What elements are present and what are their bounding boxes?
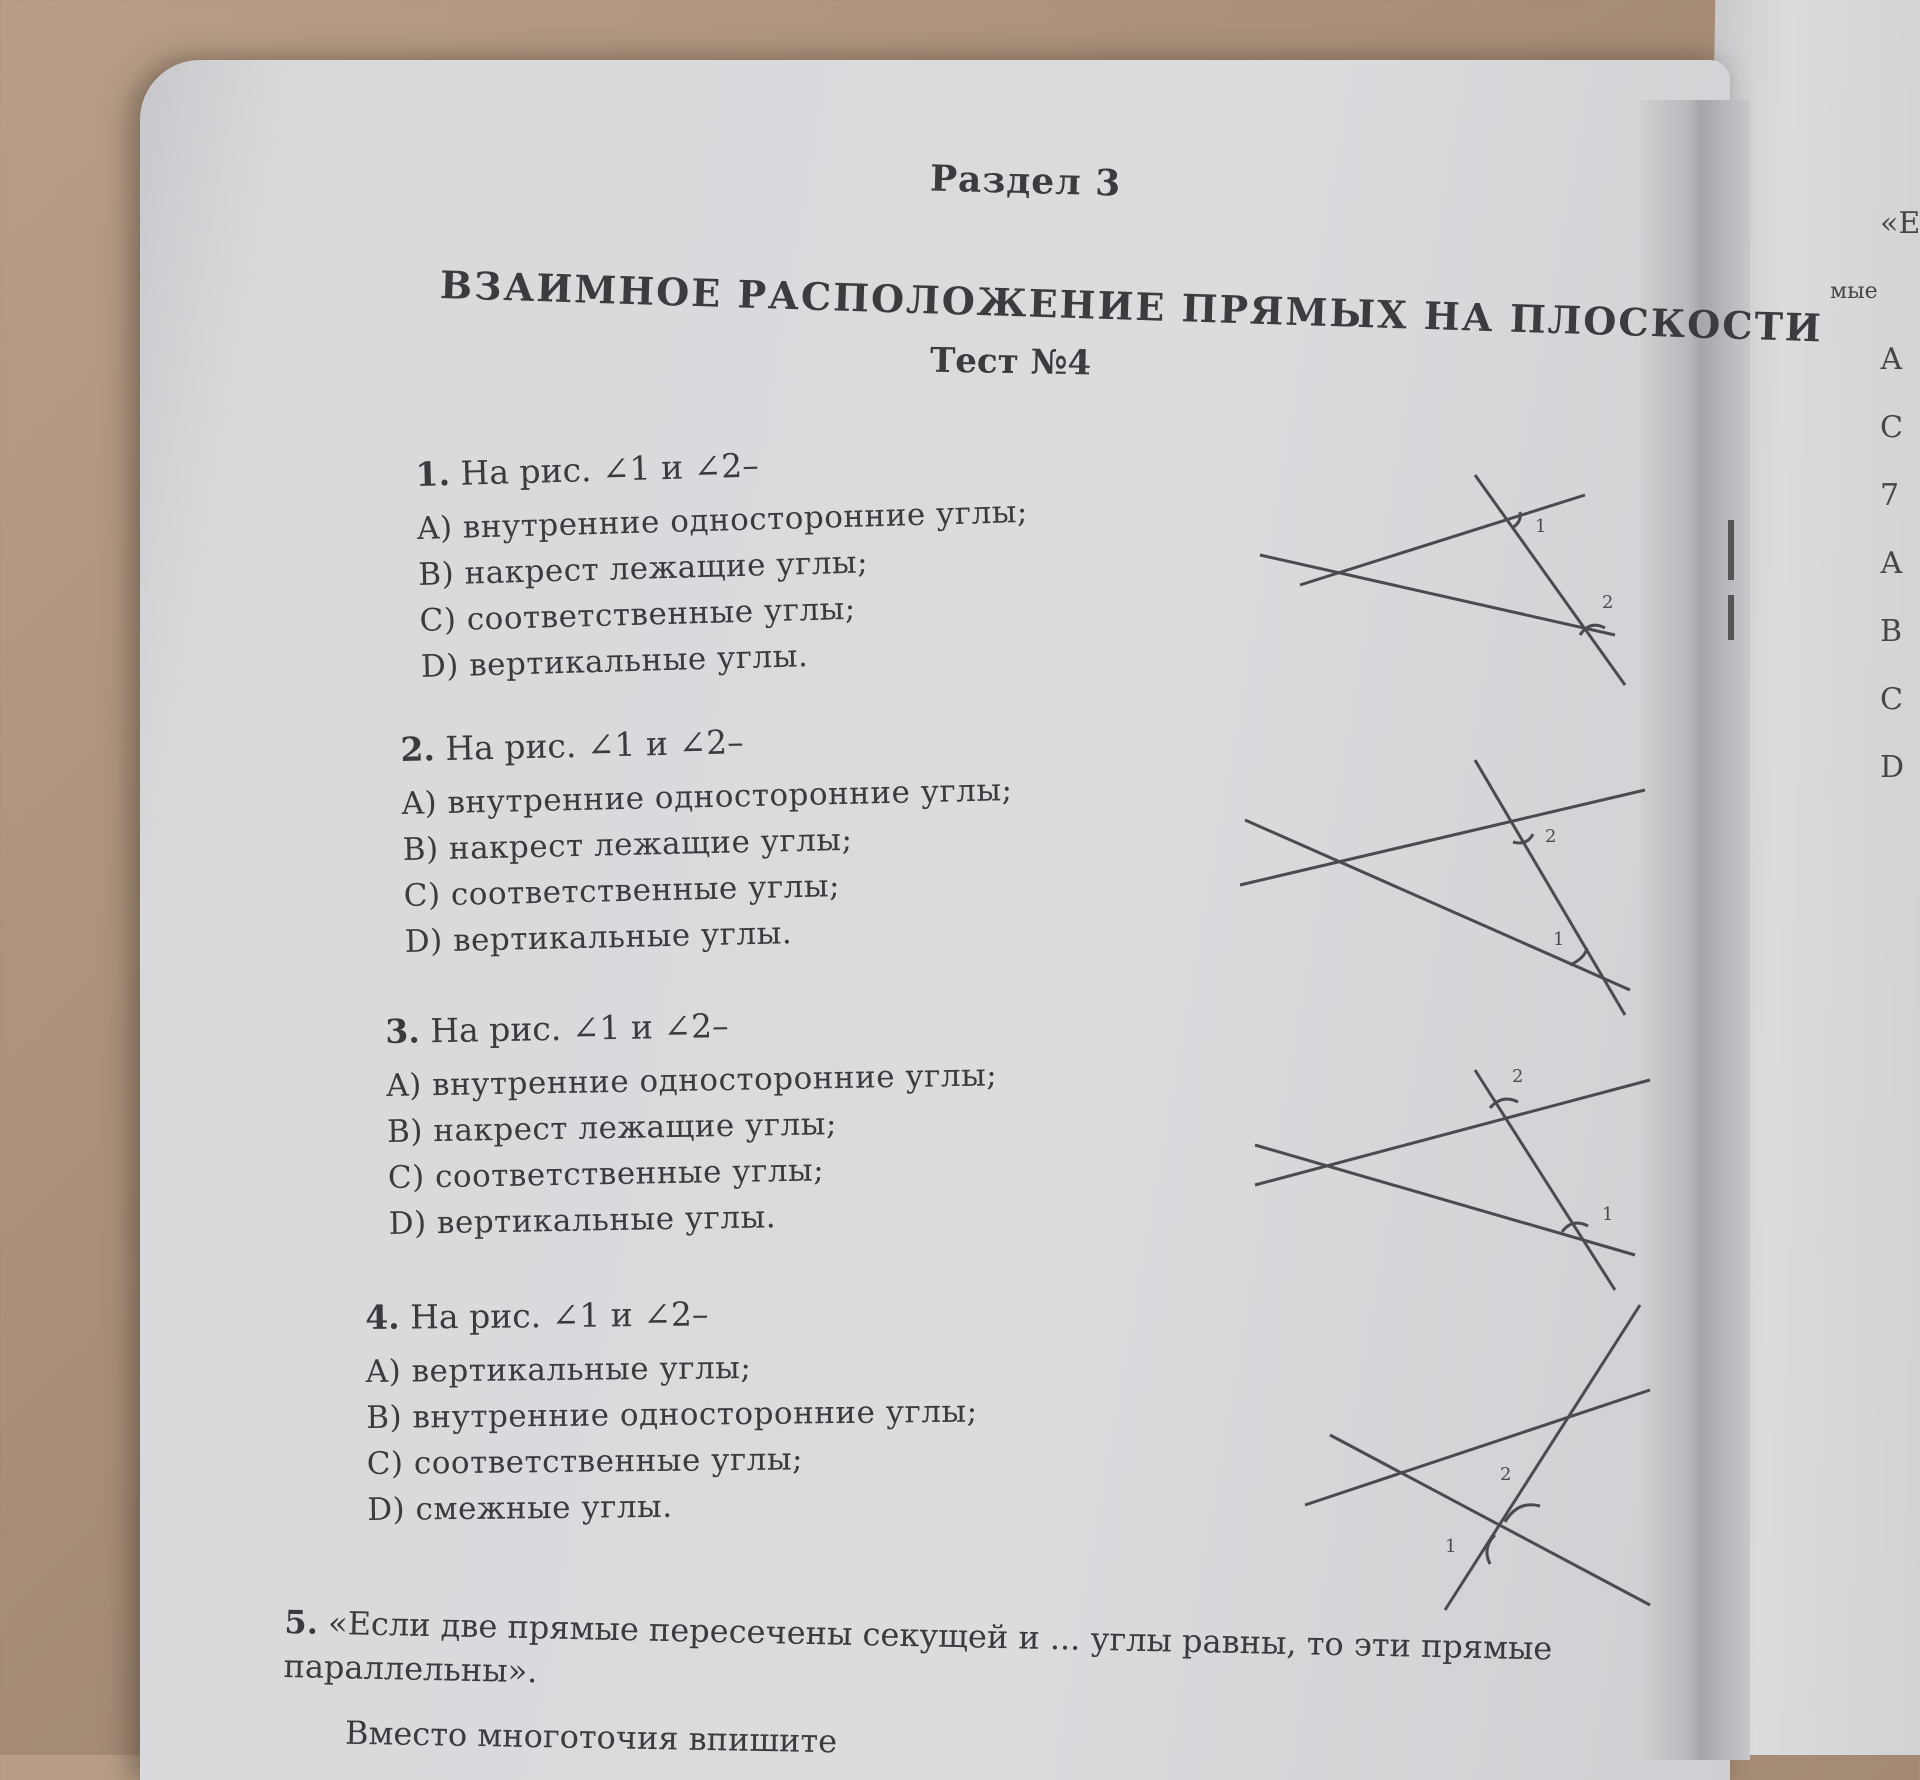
fragment: D	[1880, 750, 1905, 785]
option-a: A) внутренние односторонние углы;	[401, 772, 1013, 822]
label-2: 2	[1500, 1464, 1512, 1485]
figure-1	[1250, 470, 1650, 700]
option-c: C) соответственные углы;	[403, 868, 841, 914]
fragment: «Е	[1880, 206, 1920, 241]
figure-4	[1300, 1300, 1680, 1620]
question-2	[400, 716, 1016, 965]
option-a: A) вертикальные углы;	[365, 1349, 752, 1390]
option-c: C) соответственные углы;	[387, 1152, 825, 1196]
question-title: 3. На рис. ∠1 и ∠2–	[385, 1006, 729, 1051]
question-4	[365, 1292, 979, 1533]
figure-3	[1250, 1060, 1670, 1300]
label-2: 2	[1545, 826, 1557, 847]
page-title: ВЗАИМНОЕ РАСПОЛОЖЕНИЕ ПРЯМЫХ НА ПЛОСКОСТИ	[439, 262, 1824, 351]
section-label: Раздел 3	[929, 157, 1122, 205]
margin-mark	[1728, 520, 1734, 580]
line-b	[1305, 1390, 1650, 1505]
margin-mark	[1728, 595, 1734, 640]
figure-2	[1235, 750, 1655, 1020]
fragment: А	[1880, 342, 1903, 377]
label-1: 1	[1535, 516, 1547, 537]
label-2: 2	[1512, 1066, 1524, 1087]
question-title: 1. На рис. ∠1 и ∠2–	[415, 445, 760, 494]
fragment: мые	[1830, 279, 1878, 304]
line-a	[1255, 1145, 1635, 1255]
question-title: 4. На рис. ∠1 и ∠2–	[365, 1294, 709, 1337]
angle-arc-1	[1570, 948, 1587, 965]
transversal	[1445, 1305, 1640, 1610]
option-d: D) вертикальные углы.	[420, 638, 809, 685]
label-2: 2	[1602, 592, 1614, 613]
label-1: 1	[1602, 1204, 1614, 1225]
question-5: 5. «Если две прямые пересечены секущей и ... углы равны, то эти прямые параллельны».	[283, 1602, 1553, 1691]
angle-arc-2	[1513, 834, 1533, 843]
fragment: А	[1880, 546, 1903, 581]
label-1: 1	[1445, 1536, 1457, 1557]
line-a	[1330, 1435, 1650, 1605]
option-b: B) накрест лежащие углы;	[417, 544, 869, 593]
question-1	[415, 438, 1032, 690]
option-a: A) внутренние односторонние углы;	[385, 1057, 998, 1104]
option-c: C) соответственные углы;	[366, 1441, 804, 1482]
label-1: 1	[1553, 929, 1565, 950]
angle-arc-1	[1487, 1535, 1495, 1564]
option-d: D) вертикальные углы.	[404, 915, 793, 960]
fragment: В	[1880, 614, 1903, 649]
angle-arc-1	[1512, 512, 1520, 528]
option-b: B) внутренние односторонние углы;	[366, 1393, 978, 1436]
line-b	[1255, 1080, 1650, 1185]
option-d: D) смежные углы.	[367, 1488, 673, 1528]
option-d: D) вертикальные углы.	[388, 1199, 777, 1242]
right-page-fragments	[1830, 190, 1920, 802]
line-b	[1240, 790, 1645, 885]
fragment: С	[1880, 682, 1903, 717]
question-title: 2. На рис. ∠1 и ∠2–	[400, 722, 745, 769]
question-5-continuation: Вместо многоточия впишите	[344, 1713, 838, 1761]
option-c: C) соответственные углы;	[419, 590, 857, 639]
option-a: A) внутренние односторонние углы;	[416, 493, 1029, 547]
fragment: С	[1880, 410, 1903, 445]
option-b: B) накрест лежащие углы;	[386, 1106, 838, 1150]
fragment: 7	[1880, 478, 1900, 513]
transversal	[1475, 760, 1625, 1015]
question-3	[385, 1001, 1000, 1247]
option-b: B) накрест лежащие углы;	[402, 821, 853, 868]
test-title: Тест №4	[929, 340, 1092, 384]
